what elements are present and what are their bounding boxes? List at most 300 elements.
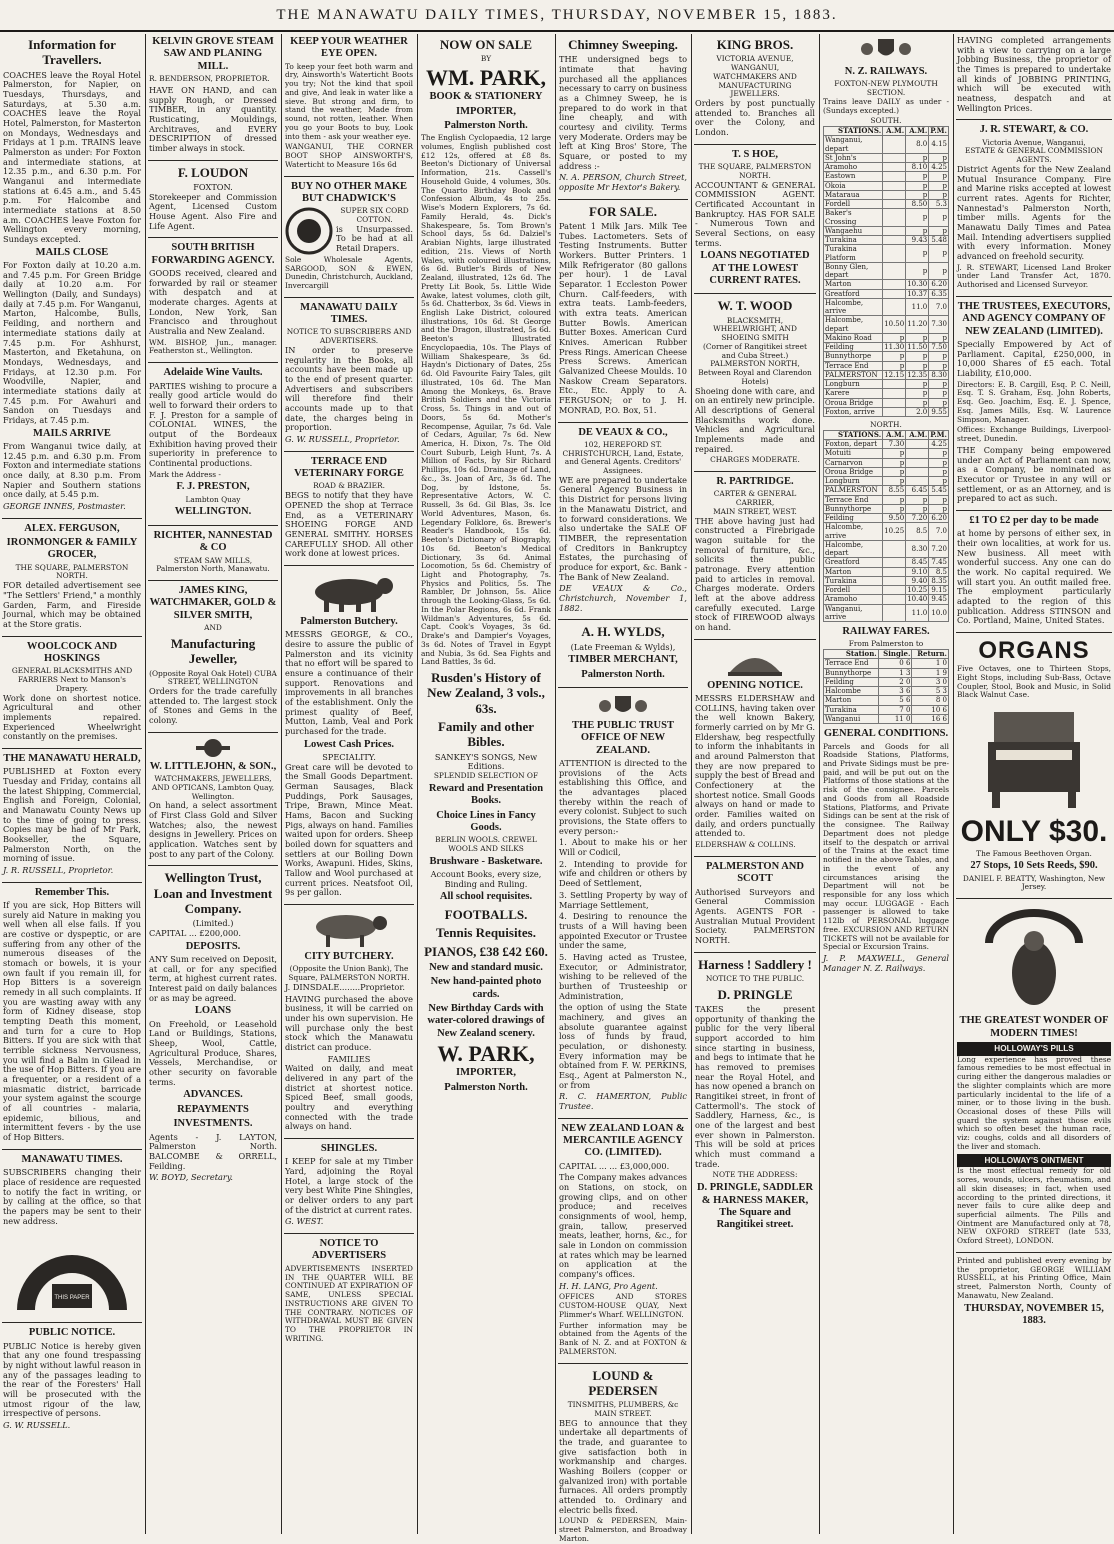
trust-loan-agents: Agents - J. LAYTON, Palmerston North. BALCOMBE & ORRELL, Feilding.	[149, 1131, 277, 1171]
north-timetable-row-cell: p	[906, 504, 929, 513]
stewart-ad	[957, 124, 1111, 290]
forwarding-title: SOUTH BRITISH FORWARDING AGENCY.	[151, 242, 275, 266]
for-sale-ad	[559, 204, 687, 416]
north-timetable-row	[824, 467, 949, 476]
loans-body: On Freehold, or Leasehold Land or Buildings, Stations, Sheep, Wool, Cattle, Agricultural Produce, Shares, Vessels, Merchandise, or other security on favorable terms.	[149, 1018, 277, 1087]
fares-header	[824, 650, 949, 659]
fares-row	[824, 668, 949, 677]
south-timetable-row-cell: 12.35	[907, 370, 928, 379]
public-trust-signature: R. C. HAMERTON, Public Trustee.	[559, 1091, 687, 1111]
south-timetable-row-cell: Halcombe, arrive	[824, 298, 883, 316]
king-jeweller-big: Manufacturing Jeweller,	[170, 635, 256, 667]
fares-row	[824, 659, 949, 668]
woolcock-ad	[3, 641, 141, 742]
speciality-title: SPECIALITY.	[322, 752, 376, 762]
column-3	[282, 34, 416, 1534]
adelaide-mark: Mark the Address -	[149, 469, 221, 479]
south-timetable-row-cell	[883, 298, 906, 316]
fares-row-cell: 1 0	[912, 659, 949, 668]
king-jeweller-and: AND	[204, 623, 222, 633]
north-timetable-row	[824, 449, 949, 458]
deveaux-body: WE are prepared to undertake General Agency Business in this District for persons living in the Manawatu District, and to forward considerations. We also undertake the SALE OF TIMBER, the representation of Creditors in Bankruptcy Estates, the purchasing of produce for export, &c. Bank - The Bank of New Zealand.	[559, 474, 687, 582]
north-timetable-row-cell: 7.0	[929, 523, 949, 541]
south-timetable-row-cell: p	[906, 361, 929, 370]
wood-address: (Corner of Rangitikei street and Cuba Street.) PALMERSTON NORTH, Between Royal and Clarendon Hotels)	[698, 341, 812, 386]
boots-signature: WANGANUI, THE CORNER BOOT SHOP AINSWORTH'S, Waterticht to Measure 16s 6d	[285, 142, 413, 169]
pringle-note: NOTE THE ADDRESS:	[712, 1170, 798, 1180]
books-list: The English Cyclopaedia, 12 large volumes, English published cost £12 12s, offered at £8 8s. Beeton's Dictionary of Universal Information, 21s. Cassell's Household Guide, 4 volumes, 30s. The Quarto Birthday Book and Confession Album, 4s to 25s. Wise's Modern Explorers, 7s 6d. Family Herald, 4s. Dick's Shakespeare, 5s. Tom Brown's School days, 5s 6d. Dalziel's Arabian Nights, large illustrated edition, 21s. Views of North Wales, with coloured illustrations, 6s 6d. Butler's Birds of New Zealand, illustrated, 12s 6d. The Pretty Lit Book, 5s. Little Wide Awake, latest volumes, cloth gilt, 5s 6d. Chatterbox, 3s 6d. Views in English Lake District, coloured illustrations, 10s 6d. St George and the Dragon, illustrated, 5s 6d. Beeton's Illustrated Encyclopaedia, 10s. The Plays of William Shakespeare, 3s 6d. Haydn's Dictionary of Dates, 25s 6d. Old Favourite Fairy Tales, gilt illustrated, 10s 6d. The Man Among the Monkeys, 6s. Brave British Soldiers and the Victoria Cross, 5s. Things in and out of Doors, 5s 6d. Mother's Recompense, Aguilar, 7s 6d. Vale of Cedars, Aguilar, 7s 6d. New America, H. Dixon, 7s. The Old Court Suburb, Leigh Hunt, 7s. A Million of Facts, by Sir Richard Phillips, 10s 6d. Drainage of Land, &c., 3s. Joan of Arc, 3s 6d. The Dog, by Idstone, 5s. Representative Actors, W. C. Russell, 3s 6d. Gil Blas, 3s. Ice World Adventures, Mason, 6s. Legendary Folklore, 6s. Brewer's Reader's Handbook, 15s 6d. Beeton's Dictionary of Biography, 10s 6d. Beeton's Medical Dictionary, 3s 6d. Animal Locomotion, 5s 6d. Chemistry of Light and Photography, 7s. Physics and Politics, 5s. The Rambler, Dr Johnson, 5s. Alice through the Looking-Glass, 5s 6d. In the Polar Regions, 6s 6d. Frank Wildman's Adventures, 5s 6d. Capt. Cook's Voyages, 3s 6d. Drake's and Dampier's Voyages, 3s 6d. Notes of Travel in Egypt and Nubia, 3s 6d. Sea Fights and Land Battles, 3s 6d.	[421, 133, 551, 667]
travellers-ad	[3, 37, 141, 512]
fares-row-cell: 2 0	[878, 677, 912, 686]
south-timetable-row	[824, 209, 949, 227]
north-timetable-row	[824, 495, 949, 504]
north-timetable-row-cell: p	[883, 458, 906, 467]
south-timetable-row-cell: 6.35	[929, 289, 949, 298]
park-ad	[421, 37, 551, 1094]
timetable-header-cell: STATIONS.	[824, 127, 883, 136]
north-timetable-row	[824, 540, 949, 558]
timetable-header-cell: A.M.	[883, 430, 906, 439]
scott-body: Authorised Surveyors and General Commission Agents. AGENTS FOR - Australian Mutual Provident Society. PALMERSTON NORTH.	[695, 886, 815, 945]
trust-loan-title: Wellington Trust, Loan and Investment Company.	[153, 870, 273, 916]
public-notice-title: PUBLIC NOTICE.	[28, 1327, 116, 1339]
south-timetable-row-cell: PALMERSTON	[824, 370, 883, 379]
city-butchery-ad	[285, 909, 413, 1132]
imprint	[957, 1257, 1111, 1327]
money-body: at home by persons of either sex, in their own localities, at work for us. New business. All meet with wonderful success. Any one can do the work. No capital required. We will start you. An outfit mailed free. The employment particularly adapted to the region of this publication. Address STINSON and Co. Portland, Maine, United States.	[957, 528, 1111, 626]
harness-title: Harness ! Saddlery !	[698, 956, 812, 972]
fares-row-cell: Bunnythorpe	[824, 668, 879, 677]
north-timetable-row-cell: Bunnythorpe	[824, 504, 883, 513]
money-ad	[957, 515, 1111, 626]
advertisers-notice-ad	[285, 1238, 413, 1343]
railways-title: N. Z. RAILWAYS.	[844, 66, 928, 77]
north-timetable-row	[824, 440, 949, 449]
public-trust-tail: the option of using the State machinery, and gives an absolute guarantee against loss of funds by fraud, peculation, or dishonesty. Every information may be obtained from F. W. PERKINS, Esq., Agent at Palmerston N., or from	[559, 1002, 687, 1090]
wylds-subtitle: (Late Freeman & Wylds),	[570, 641, 676, 652]
south-timetable-row-cell	[883, 226, 906, 235]
south-timetable-row-cell: 10.37	[907, 289, 928, 298]
south-timetable-row-cell: 7.30	[929, 316, 949, 334]
south-timetable-row-cell: Terrace End	[824, 361, 883, 370]
north-timetable-row-cell: p	[883, 449, 906, 458]
lound-signature: LOUND & PEDERSEN, Main-street Palmerston, and Broadway Marton.	[559, 1516, 687, 1543]
north-timetable-row-cell	[906, 467, 929, 476]
loan-agency-ad	[559, 1123, 687, 1357]
south-timetable-row-cell	[883, 289, 906, 298]
north-timetable-row-cell	[883, 540, 906, 558]
north-timetable-row-cell: p	[929, 467, 949, 476]
chimney-body: THE undersigned begs to intimate that having purchased all the appliances necessary to carry on business as a Chimney Sweep, he is prepared to do work in that line cheaply, and with courtesy and civility. Terms very Moderate. Orders may be left at King Bros' Store, The Square, or posted to my address :-	[559, 54, 687, 171]
south-timetable-row-cell	[883, 280, 906, 289]
chadwick-subtitle: SUPER SIX CORD COTTON.	[340, 206, 409, 225]
south-timetable-row-cell: p	[929, 389, 949, 398]
pringle-name: D. PRINGLE	[717, 986, 793, 1002]
preston-city: WELLINGTON.	[174, 506, 252, 518]
shingles-ad	[285, 1143, 413, 1227]
south-timetable-row	[824, 343, 949, 352]
park-name-footer: W. PARK,	[437, 1041, 535, 1067]
column-7	[820, 34, 952, 1534]
south-timetable-row-cell: p	[906, 226, 929, 235]
south-timetable-row-cell	[883, 153, 906, 162]
loudon-place: FOXTON.	[193, 181, 233, 192]
subscribers-notice-subtitle: NOTICE TO SUBSCRIBERS AND ADVERTISERS.	[286, 327, 412, 346]
north-timetable-row-cell: 9.10	[906, 567, 929, 576]
advertisers-notice-body: ADVERTISEMENTS INSERTED IN THE QUARTER WILL BE CONTINUED AT EXPIRATION OF SAME, UNLESS SPECIAL INSTRUCTIONS ARE GIVEN TO THE CONTRARY. NOTICES OF WITHDRAWAL MUST BE GIVEN TO THE PROPRIETOR IN WRITING.	[285, 1263, 413, 1343]
column-6	[692, 34, 818, 1534]
kelvin-signature: R. BENDERSON, PROPRIETOR.	[149, 74, 270, 84]
times-body: SUBSCRIBERS changing their place of residence are requested to notify the fact in writing, or by calling at the office, so that the papers may be sent to their new address.	[3, 1167, 141, 1226]
bull-icon	[294, 570, 404, 614]
lowest-prices-title: Lowest Cash Prices.	[303, 738, 395, 750]
north-timetable-row-cell: 8.5	[906, 523, 929, 541]
lound-body: BEG to announce that they undertake all departments of the trade, and guarantee to give satisfaction both in workmanship and charges. Washing Boilers (copper or galvanized iron) with portable furnaces. All orders promptly attended to. Ordinary and electric bells fixed.	[559, 1417, 687, 1515]
terrace-end-body: BEGS to notify that they have OPENED the shop at Terrace End, as a VETERINARY SHOEING FORGE AND GENERAL SMITHY. HORSES CAREFULLY SHOD. All other work done at lowest prices.	[285, 490, 413, 559]
south-timetable-row-cell: Aramoho	[824, 163, 883, 172]
fares-row-cell: 5 3	[912, 687, 949, 696]
reward-books: Reward and Presentation Books.	[428, 782, 544, 807]
wylds-ad	[559, 624, 687, 681]
south-timetable-row-cell: p	[929, 190, 949, 199]
south-timetable-row-cell: p	[906, 172, 929, 181]
organs-tag: The Famous Beethoven Organ.	[976, 848, 1092, 858]
south-timetable	[823, 126, 949, 417]
king-bros-title: KING BROS.	[716, 37, 794, 52]
shoe-body: ACCOUNTANT & GENERAL COMMISSION AGENT. Certificated Accountant in Bankruptcy. HAS FOR SALE - Numerous Town and Several Sections, on easy terms.	[695, 179, 815, 248]
king-bros-body: Orders by post punctually attended to. Branches all over the Colony, and London.	[695, 98, 815, 138]
fares-row	[824, 714, 949, 723]
shingles-title: SHINGLES.	[320, 1143, 378, 1154]
partridge-body: THE above having just had constructed a Firebrigade wagon suitable for the removal of furniture, &c., solicits the public patronage. Every attention paid to articles in removal. Charges moderate. Orders left at the above address carefully executed. Large stock of FIREWOOD always on hand.	[695, 515, 815, 632]
north-timetable-row-cell	[906, 477, 929, 486]
richter-ad	[149, 530, 277, 574]
south-timetable-row	[824, 389, 949, 398]
south-timetable-row-cell: p	[906, 262, 929, 280]
south-timetable-row	[824, 262, 949, 280]
north-timetable-row-cell	[883, 595, 906, 604]
public-notice-ad	[3, 1327, 141, 1430]
boots-body: To keep your feet both warm and dry, Ainsworth's Waterticht Boots you try; Not the kind that spoil and give, And leak in water like a sieve. But strong and firm, to stand the weather, Made from sound, not rotten, leather. When you go your Boots to buy, Look into them - ask your weather eye.	[285, 61, 413, 141]
holloway-pills-title: HOLLOWAY'S PILLS	[957, 1042, 1111, 1056]
trustees-directors: Directors: E. B. Cargill, Esq. P. C. Neill, Esq. T. S. Graham, Esq. John Roberts, Esq. Geo. Joachim, Esq. E. J. Spence, Esq. James Mills, Esq. W. Laurence Simpson, Manager.	[957, 379, 1111, 424]
timetable-header-cell: P.M.	[930, 429, 947, 439]
south-timetable-row-cell: Halcombe, depart	[824, 316, 883, 334]
public-notice-body: PUBLIC Notice is hereby given that any one found trespassing by night without lawful reason in any of the passages leading to the rear of the Foresters' Hall will be prosecuted with the utmost rigour of the law, irrespective of persons.	[3, 1340, 141, 1419]
king-jeweller-title: JAMES KING, WATCHMAKER, GOLD & SILVER SMITH,	[149, 585, 277, 621]
ferguson-body: FOR detailed advertisement see "The Settlers' Friend," a monthly Garden, Farm, and Fireside Journal, which may be obtained at the Store gratis.	[3, 580, 141, 629]
north-timetable-row-cell: 7.20	[929, 540, 949, 558]
south-timetable-row-cell: Marton	[824, 280, 883, 289]
north-timetable-row-cell: 7.45	[929, 558, 949, 567]
south-timetable-row-cell: p	[883, 333, 906, 342]
mails-close-title: MAILS CLOSE	[35, 246, 109, 258]
bibles: Family and other Bibles.	[437, 719, 535, 750]
north-timetable-row	[824, 595, 949, 604]
north-timetable-row-cell: Aramoho	[824, 595, 883, 604]
wood-ad	[695, 298, 815, 465]
kelvin-body: HAVE ON HAND, and can supply Rough, or Dressed TIMBER, in any quantity. Rusticating, Mouldings, Architraves, and EVERY DESCRIPTION of dressed timber always in stock.	[149, 84, 277, 153]
preston-address: Lambton Quay	[185, 494, 241, 504]
fares-row-cell: 5 6	[878, 696, 912, 705]
butchery-body: MESSRS GEORGE, & CO., desire to assure the public of Palmerston and its vicinity that no effort will be spared to ensure a continuance of their support. Renovations and improvements in all branches of the establishment. Only the primest quality of Beef, Mutton, Lamb, Veal and Pork purchased for the trade.	[285, 629, 413, 736]
south-timetable-row-cell: Greatford	[824, 289, 883, 298]
park-city-footer: Palmerston North.	[444, 1081, 528, 1093]
railways-note: Trains leave DAILY as under - (Sundays excepted.)	[823, 96, 949, 115]
north-timetable-row-cell	[906, 449, 929, 458]
south-timetable-row	[824, 153, 949, 162]
city-butchery-body: HAVING purchased the above business, it will be carried on under his own supervision. He will purchase only the best stock which the Manawatu district can produce.	[285, 993, 413, 1052]
adelaide-ad	[149, 367, 277, 519]
south-timetable-row-cell: 7.50	[929, 343, 949, 352]
south-timetable-row-cell: p	[906, 398, 929, 407]
fares-title: RAILWAY FARES.	[842, 626, 930, 638]
woolcock-title: WOOLCOCK AND HOSKINGS	[26, 640, 118, 664]
masthead-title: THE MANAWATU DAILY TIMES, THURSDAY, NOVEMBER 15, 1883.	[276, 7, 838, 23]
south-timetable-row-cell: Eastown	[824, 172, 883, 181]
fares-row	[824, 696, 949, 705]
north-timetable-row-cell: p	[906, 495, 929, 504]
city-butchery-proprietor: J. DINSDALE........Proprietor.	[285, 981, 405, 992]
north-timetable-row-cell: Halcombe, depart	[824, 540, 883, 558]
north-timetable-row-cell: p	[883, 504, 906, 513]
south-timetable-body	[824, 136, 949, 417]
deveaux-address: 102, HEREFORD ST. CHRISTCHURCH, Land, Estate, and General Agents. Creditors' Assignees.	[562, 439, 684, 476]
city-butchery-title: CITY BUTCHERY.	[304, 951, 394, 963]
organs-price: ONLY $30.	[960, 815, 1108, 849]
north-timetable-row-cell: 9.50	[883, 514, 906, 523]
north-timetable-row-cell: Oroua Bridge	[824, 467, 883, 476]
column-5	[556, 34, 690, 1543]
subscribers-notice-signature: G. W. RUSSELL, Proprietor.	[285, 434, 400, 444]
south-timetable-row-cell: 11.0	[906, 298, 929, 316]
stewart-subtitle: ESTATE & GENERAL COMMISSION AGENTS.	[964, 146, 1104, 165]
south-timetable-row-cell: p	[906, 181, 929, 190]
school-requisites: All school requisites.	[439, 891, 533, 903]
preston-name: F. J. PRESTON,	[176, 481, 250, 493]
south-timetable-row-cell: p	[929, 172, 949, 181]
loan-agency-info: Further information may be obtained from the Agents of the Bank of N. Z. and at FOXTON & PALMERSTON.	[559, 1320, 687, 1356]
organs-subtitle: Five Octaves, one to Thirteen Stops, Eight Stops, including Sub-Bass, Octave Coupler, Stool, Book and Music, in Solid Black Walnut Case.	[957, 664, 1111, 700]
speciality-body: Great care will be devoted to the Small Goods Department. German Sausages, Black Puddings, Pork Sausages, Tripe, Brawn, Mince Meat. Hams, Bacon and Sucking Pigs, always on hand. Families waited upon for orders. Sheep boiled down for squatters and settlers at our Boiling Down Works, Awapuni. Hides, Skins, Tallow and Wool purchased at current prices. Neatsfoot Oil, 9s per gallon.	[285, 761, 413, 898]
shoe-title: T. S HOE,	[732, 148, 778, 160]
south-timetable-row-cell: 5.48	[929, 236, 949, 245]
north-timetable-row-cell: p	[883, 467, 906, 476]
loudon-ad	[149, 165, 277, 232]
north-timetable-row-cell	[883, 604, 906, 622]
fares-row-cell: Feilding	[824, 677, 879, 686]
north-timetable-row-cell: Foxton, depart	[824, 440, 883, 449]
jobbing-body: HAVING completed arrangements with a view to carrying on a large Jobbing Business, the proprietor of the Times is prepared to undertake all kinds of JOBBING PRINTING, which will be executed with neatness, despatch and at Wellington Prices.	[957, 35, 1111, 113]
public-trust-item: 3. Settling Property by way of Marriage Settlement,	[559, 889, 687, 910]
subscribers-notice-body: IN order to preserve regularity in the Books, all accounts have been made up to the end of present quarter. Advertisers and subscribers will therefore find their accounts made up to that date, the charges being in proportion.	[285, 344, 413, 433]
stewart-body: District Agents for the New Zealand Mutual Insurance Company. Fire and Marine risks accepted at lowest current rates. Agents for Richter, Nannestad's Palmerston North, timber mills. Agents for the Manawatu Daily Times and Patea Mail. Intending advertisers supplied with every information. Money advanced on freehold security.	[957, 163, 1111, 261]
fares-row-cell: Terrace End	[824, 659, 879, 668]
holloway-ad	[957, 903, 1111, 1246]
timetable-header	[824, 430, 949, 439]
public-trust-item: 2. Intending to provide for wife and children or others by Deed of Settlement,	[559, 858, 687, 889]
south-timetable-row-cell	[883, 136, 906, 154]
money-title: £1 TO £2 per day to be made	[969, 514, 1099, 526]
lound-subtitle: TINSMITHS, PLUMBERS, &c MAIN STREET.	[567, 1400, 679, 1418]
trust-loan-capital: CAPITAL ... £200,000.	[149, 927, 241, 938]
remember-title: Remember This.	[34, 886, 110, 898]
north-timetable-row-cell: Marton	[824, 567, 883, 576]
herald-title: THE MANAWATU HERALD,	[3, 752, 141, 764]
travellers-body: COACHES leave the Royal Hotel Palmerston, for Napier, on Tuesdays, Thursdays, and Saturdays, at 5.30 a.m. COACHES leave the Royal Hotel, Palmerston, for Masterton on Mondays, Wednesdays and Fridays at 1 p.m. TRAINS leave Palmerston as under: For Foxton and intermediate stations, at 12.35 p.m., and 6.30 p.m. For Wanganui and intermediate stations at 6.45 a.m., and 5.45 p.m. For Halcombe and intermediate stations at 8.50 a.m. COACHES leave Foxton for Wellington every morning, Sundays excepted.	[3, 69, 141, 245]
fares-row-cell: 3 6	[878, 687, 912, 696]
holloway-ointment-title: HOLLOWAY'S OINTMENT	[957, 1154, 1111, 1168]
jobbing-ad	[957, 36, 1111, 113]
south-timetable-row-cell: 8.10	[906, 163, 929, 172]
opening-notice-signature: ELDERSHAW & COLLINS.	[695, 840, 796, 850]
account-books: Account Books, every size, Binding and Ruling.	[430, 869, 542, 889]
north-timetable-row-cell: p	[929, 495, 949, 504]
deveaux-ad	[559, 427, 687, 614]
north-timetable-row-cell: PALMERSTON	[824, 486, 883, 495]
south-timetable-row	[824, 289, 949, 298]
sankey-songs: SANKEY'S SONGS, New Editions.	[434, 751, 538, 772]
north-timetable-row-cell: Terrace End	[824, 495, 883, 504]
south-timetable-row-cell: p	[929, 352, 949, 361]
families-title: FAMILIES	[327, 1053, 371, 1064]
public-trust-item: 5. Having acted as Trustee, Executor, or Administrator, wishing to be relieved of the burthen of Trusteeship or Administration,	[559, 951, 687, 1001]
south-timetable-row-cell	[883, 407, 906, 416]
mails-signature: GEORGE INNES, Postmaster.	[3, 500, 126, 511]
south-timetable-row-cell: p	[929, 398, 949, 407]
for-sale-body: Patent 1 Milk Jars. Milk Tee Tubes. Lactometers. Sets of Testing Instruments. Butter Workers. Butter Printers. 1 Milk Refrigerator (80 gallons per hour). 1 de Laval Separator. 1 Eccleston Power Churn. Calf-feeders, with extra teats. Lamb-feeders, with extra teats. American Butter Bowls. American Butter Boxes. American Curd Knives. American Rubber Press Rings. American Cheese Press Screws. American Galvanized Cheese Moulds. 10 Naskow Cream Separators. Etc., Etc. Apply to A. FERGUSON; or to J. H. MONRAD, P.O. Box, 51.	[559, 221, 687, 415]
north-timetable-row-cell: 7.20	[906, 514, 929, 523]
timetable-header-cell: P.M.	[930, 126, 947, 136]
south-timetable-row	[824, 136, 949, 154]
north-timetable-row	[824, 567, 949, 576]
south-timetable-row-cell: p	[906, 389, 929, 398]
south-timetable-row	[824, 181, 949, 190]
imprint-date: THURSDAY, NOVEMBER 15, 1883.	[964, 1302, 1104, 1326]
mails-close-body: For Foxton daily at 10.20 a.m. and 7.45 p.m. For Green Bridge daily at 10.20 a.m. For Wellington (Daily, and Sundays) daily at 7.45 p.m. For Wanganui, Marton, Halcombe, Bulls, Feilding, and northern and intermediate stations daily at 7.45 p.m. For Ashhurst, Masterton, and Eketahuna, on Mondays, Wednesdays, and Fridays, at 12.30 p.m. For Woodville, Napier, and intermediate stations daily at 7.45 p.m. For Awahuri and Sandon on Tuesdays and Fridays, at 7.45 p.m.	[3, 260, 141, 425]
north-timetable-row-cell: 6.45	[906, 486, 929, 495]
south-timetable-row-cell: 4.25	[929, 163, 949, 172]
subscribers-notice-ad	[285, 302, 413, 445]
public-trust-item: 1. About to make his or her Will or Codicil,	[559, 837, 687, 858]
richter-address: Palmerston North, Manawatu.	[156, 564, 270, 574]
south-timetable-row	[824, 226, 949, 235]
bakery-icon	[720, 644, 790, 678]
south-timetable-row	[824, 333, 949, 342]
deveaux-title: DE VEAUX & CO.,	[578, 426, 668, 438]
south-timetable-row-cell: p	[906, 245, 929, 263]
littlejohn-subtitle: WATCHMAKERS, JEWELLERS, AND OPTICANS, Lambton Quay, Wellington.	[151, 774, 275, 801]
king-bros-ad	[695, 37, 815, 138]
now-on-sale: NOW ON SALE	[439, 37, 533, 52]
fares-header-cell: Single.	[878, 650, 912, 659]
imprint-body: Printed and published every evening by the proprietor, GEORGE WILLIAM RUSSELL, at his Printing Office, Main street, Palmerston North, County of Manawatu, New Zealand.	[957, 1255, 1111, 1300]
north-timetable-row-cell: 8.55	[883, 486, 906, 495]
loan-agency-signature: H. H. LANG, Pro Agent.	[559, 1280, 658, 1291]
timetable-header-cell: A.M.	[906, 127, 929, 136]
fares-row-cell: 1 9	[912, 668, 949, 677]
north-timetable-row-cell: 10.0	[929, 604, 949, 622]
north-timetable-row-cell	[883, 558, 906, 567]
forwarding-signature: WM. BISHOP, Jun., manager. Featherston st., Wellington.	[149, 337, 277, 356]
adelaide-body: PARTIES wishing to procure a really good article would do well to forward their orders to F. J. Preston for a sample of COLONIAL WINES, the output of the Bordeaux Exhibition having proved their superiority in preference to Continental productions.	[149, 380, 277, 468]
south-label: SOUTH.	[870, 116, 902, 126]
king-bros-address: VICTORIA AVENUE, WANGANUI,	[716, 54, 794, 73]
loan-agency-capital: CAPITAL ... ... £3,000,000.	[559, 1160, 670, 1171]
south-timetable-row	[824, 200, 949, 209]
subscribers-notice-title: MANAWATU DAILY TIMES.	[300, 301, 398, 326]
north-timetable-row-cell: 9.15	[929, 586, 949, 595]
shoe-address: THE SQUARE, PALMERSTON NORTH.	[698, 162, 812, 180]
advances-title: ADVANCES.	[183, 1089, 243, 1101]
south-timetable-row-cell: Turakina	[824, 236, 883, 245]
public-trust-item: 4. Desiring to renounce the trusts of a Will having been appointed Executor or Trustee under the same,	[559, 911, 687, 951]
holloway-headline: THE GREATEST WONDER OF MODERN TIMES!	[959, 1015, 1109, 1039]
organs-title: ORGANS	[978, 636, 1090, 664]
trustees-office: Offices: Exchange Buildings, Liverpool-street, Dunedin.	[957, 425, 1111, 444]
for-sale-title: FOR SALE.	[589, 203, 657, 219]
railways-ad	[823, 36, 949, 973]
north-timetable-row-cell	[883, 567, 906, 576]
loudon-name: F. LOUDON	[177, 164, 249, 180]
south-timetable-row-cell	[883, 380, 906, 389]
south-timetable-row	[824, 280, 949, 289]
south-timetable-row-cell	[883, 389, 906, 398]
forwarding-agency-ad	[149, 242, 277, 356]
investments-title: INVESTMENTS.	[173, 1118, 253, 1130]
south-timetable-row-cell	[883, 398, 906, 407]
wood-subtitle: BLACKSMITH, WHEELWRIGHT, AND SHOEING SMITH	[713, 315, 797, 343]
organ-icon	[974, 702, 1094, 812]
cotton-reel-icon	[285, 207, 333, 255]
king-bros-trade: WATCHMAKERS AND MANUFACTURING JEWELLERS.	[713, 71, 797, 99]
fares-row	[824, 687, 949, 696]
south-timetable-row-cell: 4.15	[929, 136, 949, 154]
paper-badge-label: THIS PAPER	[54, 1295, 90, 1302]
paper-badge-icon	[7, 1228, 137, 1316]
pringle-body: TAKES the present opportunity of thanking the public for the very liberal support accorded to him since starting in business, and begs to intimate that he has removed to premises near the Royal Hotel, and has now opened a branch on Rangitikei street, in front of Cattermoll's. The stock of Saddlery, Harness, &c., is one of the largest and best ever shown in Palmerston. This will be sold at prices which must command a trade.	[695, 1004, 815, 1169]
south-timetable-row-cell: Makino Road	[824, 333, 883, 342]
families-body: Waited on daily, and meat delivered in any part of the district at shortest notice. Spiced Beef, small goods, poultry and everything connected with the trade always on hand.	[285, 1063, 413, 1132]
adelaide-title: Adelaide Wine Vaults.	[163, 367, 263, 379]
north-timetable-row-cell: Motuiti	[824, 449, 883, 458]
ferguson-title: ALEX. FERGUSON,	[24, 522, 120, 534]
south-timetable-row-cell: Oroua Bridge	[824, 398, 883, 407]
harness-notice: NOTICE TO THE PUBLIC.	[705, 973, 805, 983]
north-timetable-row-cell: 9.40	[906, 576, 929, 585]
south-timetable-row-cell	[883, 262, 906, 280]
north-timetable-row-cell: p	[929, 458, 949, 467]
pringle-ad	[695, 957, 815, 1232]
times-ad	[3, 1154, 141, 1316]
partridge-ad	[695, 476, 815, 633]
loans-title: LOANS	[194, 1005, 232, 1017]
king-jeweller-ad	[149, 585, 277, 726]
south-timetable-row-cell: 11.20	[906, 316, 929, 334]
south-timetable-row-cell: p	[883, 352, 906, 361]
south-timetable-row-cell: Feilding	[824, 343, 883, 352]
north-timetable-row	[824, 576, 949, 585]
wylds-city: Palmerston North.	[581, 668, 665, 680]
park-name: WM. PARK,	[426, 65, 546, 91]
fares-row-cell: 3 0	[912, 677, 949, 686]
south-timetable-row	[824, 398, 949, 407]
fares-table-body	[824, 659, 949, 724]
south-timetable-row-cell: Wangaehu	[824, 226, 883, 235]
loan-agency-address: OFFICES AND STORES CUSTOM-HOUSE QUAY, Next Plimmer's Wharf. WELLINGTON.	[559, 1292, 687, 1319]
herald-ad	[3, 753, 141, 876]
shoe-ad	[695, 149, 815, 288]
